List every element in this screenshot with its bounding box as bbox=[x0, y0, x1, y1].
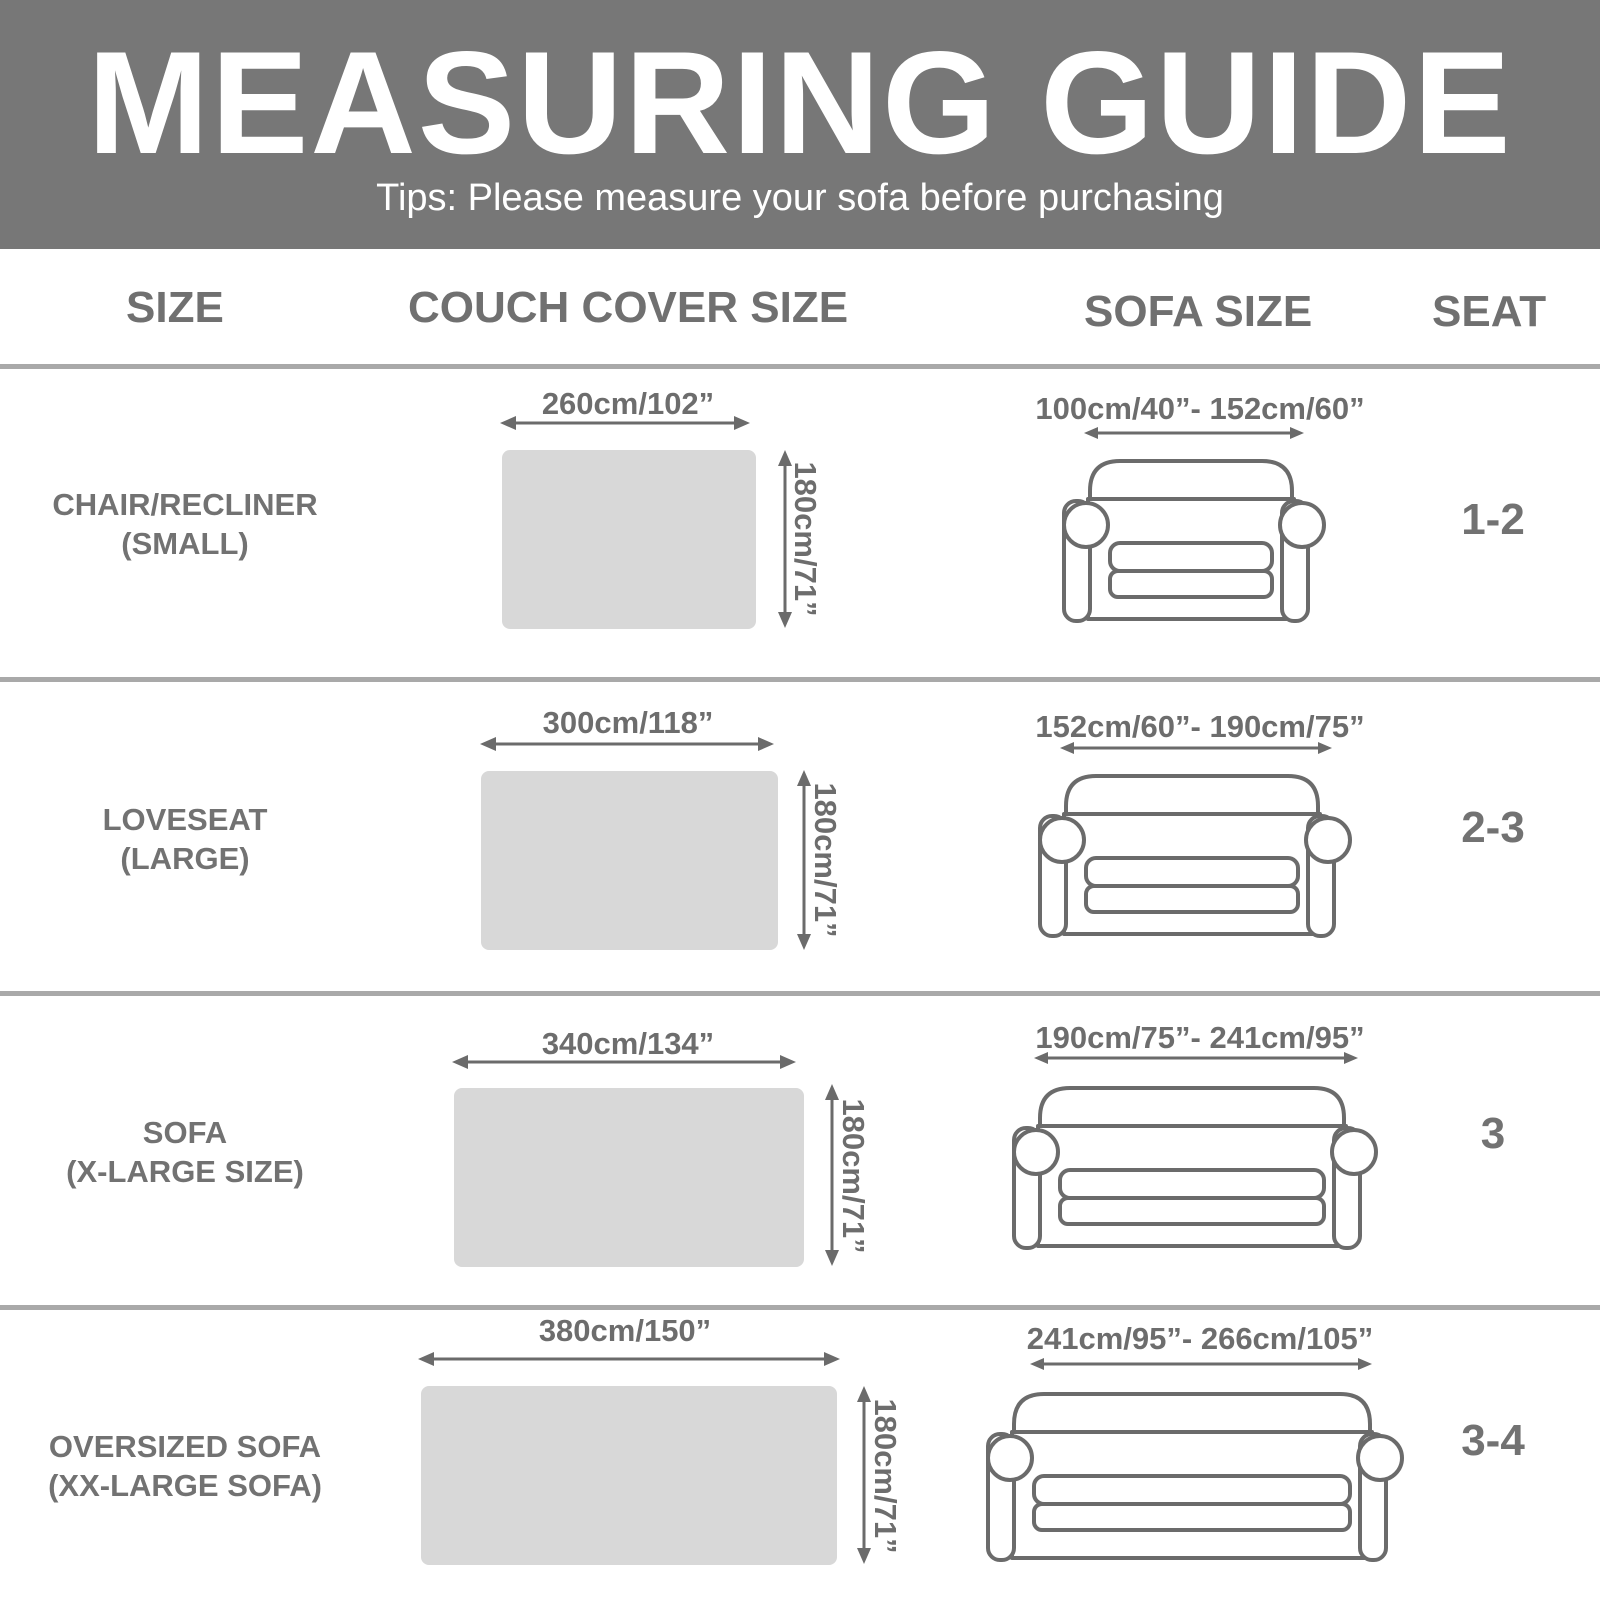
seat-count: 1-2 bbox=[1461, 495, 1525, 544]
cover-size-rectangle bbox=[502, 450, 756, 629]
cover-size-rectangle bbox=[421, 1386, 837, 1565]
cover-height-label: 180cm/71” bbox=[836, 1098, 871, 1254]
sofa-range-label: 241cm/95”- 266cm/105” bbox=[1026, 1321, 1374, 1356]
sofa-icon bbox=[1016, 724, 1364, 954]
sofa-range-label: 190cm/75”- 241cm/95” bbox=[1035, 1020, 1365, 1055]
column-header-couch-cover-size: COUCH COVER SIZE bbox=[408, 283, 849, 332]
size-class: (SMALL) bbox=[121, 526, 249, 561]
size-class: (XX-LARGE SOFA) bbox=[48, 1468, 322, 1503]
sofa-range-label: 152cm/60”- 190cm/75” bbox=[1035, 709, 1365, 744]
size-name: SOFA bbox=[142, 1115, 228, 1150]
size-name: OVERSIZED SOFA bbox=[48, 1429, 322, 1464]
size-name: LOVESEAT bbox=[102, 802, 268, 837]
size-row-oversized-sofa bbox=[0, 1310, 1600, 1622]
seat-count: 2-3 bbox=[1461, 803, 1525, 852]
size-class: (X-LARGE SIZE) bbox=[66, 1154, 304, 1189]
size-row-chair bbox=[0, 369, 1600, 681]
cover-size-rectangle bbox=[481, 771, 778, 950]
column-header-size: SIZE bbox=[126, 283, 224, 332]
size-class: (LARGE) bbox=[120, 841, 250, 876]
seat-count: 3 bbox=[1480, 1109, 1506, 1158]
cover-size-rectangle bbox=[454, 1088, 804, 1267]
seat-count: 3-4 bbox=[1461, 1416, 1525, 1465]
cover-height-label: 180cm/71” bbox=[808, 782, 843, 938]
cover-width-label: 380cm/150” bbox=[538, 1313, 712, 1348]
header-banner bbox=[0, 0, 1600, 249]
column-header-seat: SEAT bbox=[1432, 287, 1547, 336]
sofa-icon bbox=[990, 1036, 1390, 1266]
size-row-loveseat bbox=[0, 682, 1600, 994]
size-row-sofa bbox=[0, 996, 1600, 1308]
tips-text: Tips: Please measure your sofa before purchasing bbox=[376, 177, 1224, 219]
cover-width-label: 300cm/118” bbox=[542, 705, 714, 740]
cover-height-label: 180cm/71” bbox=[868, 1398, 903, 1554]
page-title: MEASURING GUIDE bbox=[87, 21, 1513, 184]
cover-height-label: 180cm/71” bbox=[788, 461, 823, 617]
cover-width-label: 340cm/134” bbox=[541, 1026, 715, 1061]
sofa-range-label: 100cm/40”- 152cm/60” bbox=[1035, 391, 1365, 426]
sofa-icon bbox=[1040, 409, 1340, 639]
size-name: CHAIR/RECLINER bbox=[52, 487, 318, 522]
sofa-icon bbox=[964, 1342, 1424, 1582]
cover-width-label: 260cm/102” bbox=[541, 386, 715, 421]
column-header-sofa-size: SOFA SIZE bbox=[1084, 287, 1313, 336]
